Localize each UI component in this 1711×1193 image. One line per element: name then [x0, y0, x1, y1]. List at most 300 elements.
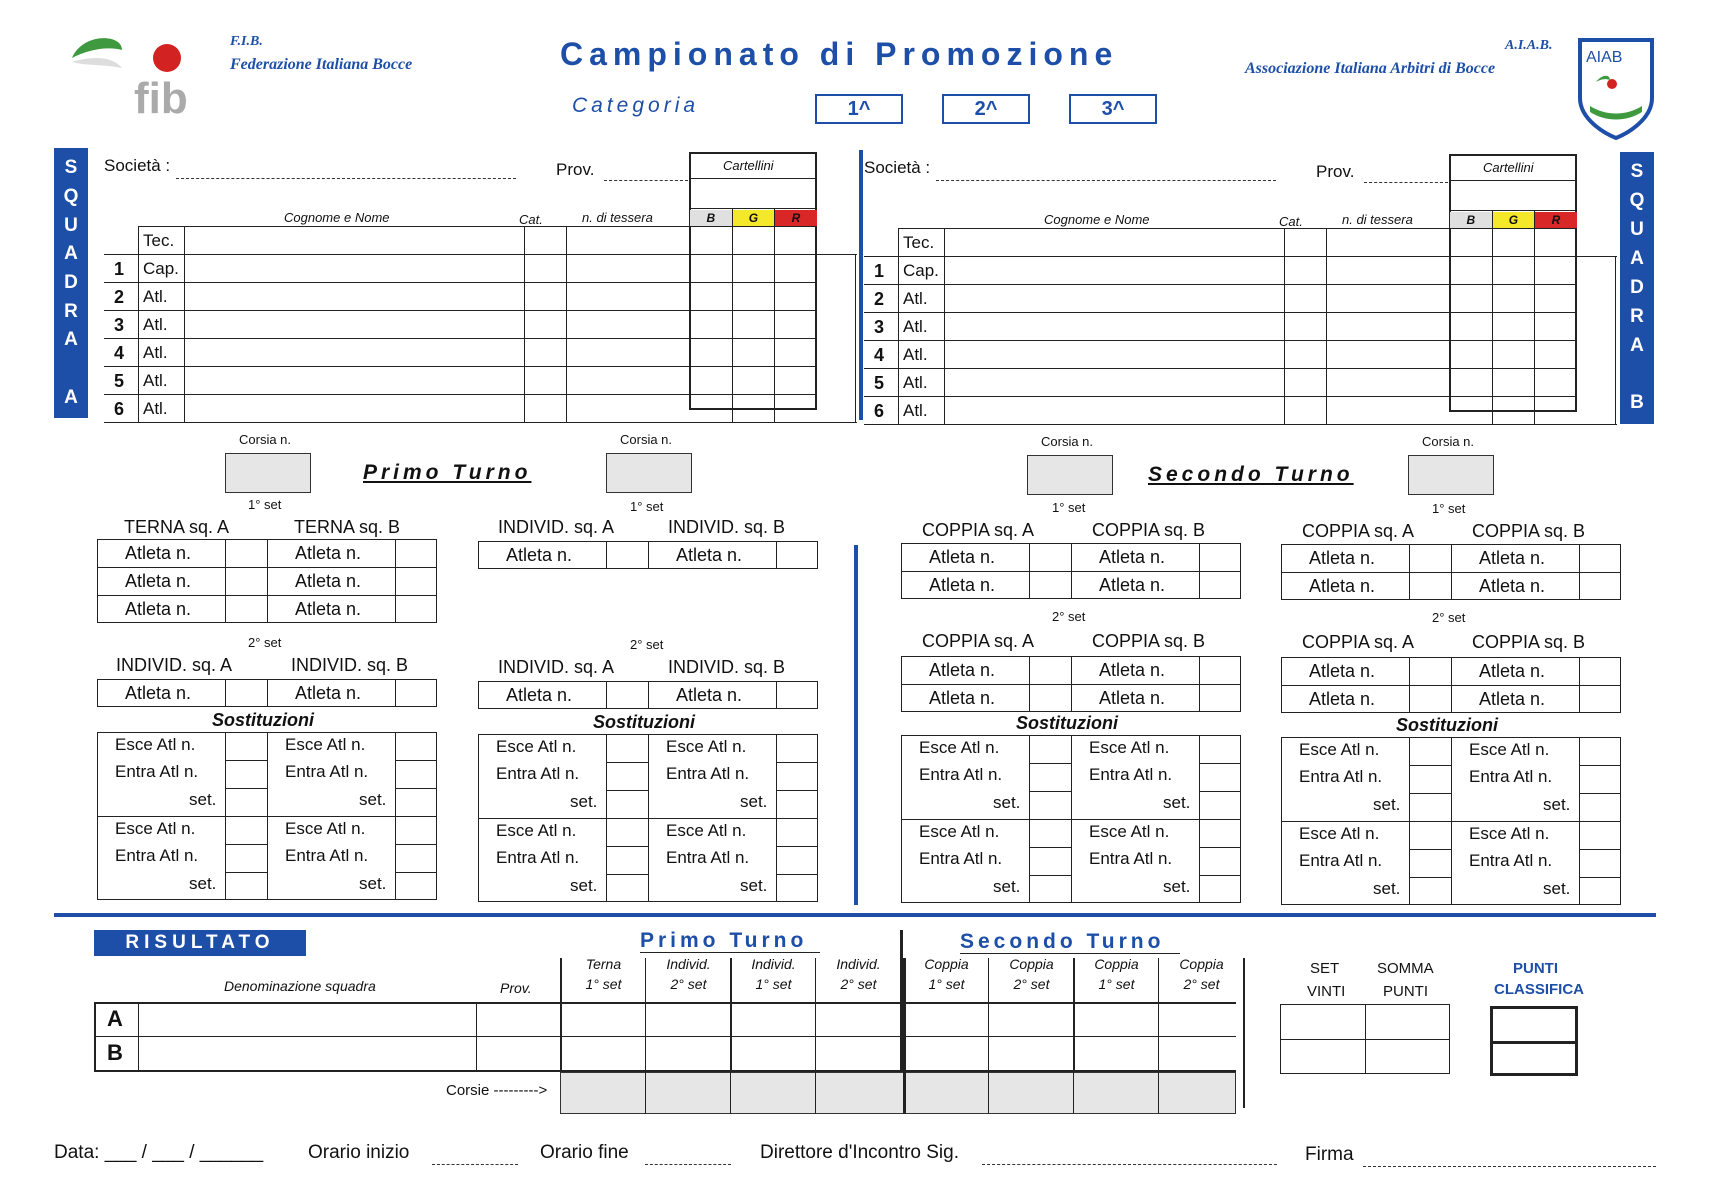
player-name-field[interactable] [946, 286, 1280, 310]
sost-field[interactable] [608, 848, 646, 872]
grid-line [1579, 849, 1621, 850]
card-row-line [689, 366, 817, 367]
sost-field[interactable] [1581, 739, 1619, 763]
athlete-number-field[interactable] [1201, 545, 1239, 569]
societa-field[interactable] [176, 178, 516, 179]
sostituzioni-label: Sostituzioni [593, 712, 695, 732]
sost-field[interactable] [1201, 849, 1239, 873]
row-line [104, 338, 689, 339]
sost-field[interactable] [1031, 877, 1069, 901]
corsie-row[interactable] [560, 1072, 1236, 1114]
esce-label: Esce Atl n. [285, 735, 366, 754]
sost-field[interactable] [1201, 821, 1239, 845]
sost-field[interactable] [1411, 795, 1449, 819]
player-name-field[interactable] [946, 370, 1280, 394]
corsia-label: Corsia n. [1041, 434, 1094, 449]
extra-col-line [855, 254, 856, 422]
corsia-label: Corsia n. [620, 432, 673, 447]
set-label: set. [1163, 877, 1191, 896]
athlete-number-field[interactable] [1031, 658, 1069, 682]
entra-label: Entra Atl n. [115, 846, 199, 865]
sost-col [1579, 737, 1580, 821]
team-a-header: COPPIA sq. A [1302, 521, 1415, 541]
athlete-label: Atleta n. [929, 547, 996, 567]
athlete-number-field[interactable] [778, 543, 816, 567]
esce-label: Esce Atl n. [666, 737, 747, 756]
player-name-field[interactable] [186, 312, 520, 336]
result-col-line [1073, 958, 1075, 1070]
sost-field[interactable] [397, 762, 435, 786]
squadra-b-letter [1634, 364, 1639, 386]
grid-line [395, 539, 396, 623]
direttore-field[interactable] [982, 1164, 1277, 1165]
set-label: 2° set [1052, 609, 1086, 624]
esce-label: Esce Atl n. [285, 819, 366, 838]
result-col-header: Coppia [1009, 956, 1054, 972]
sost-field[interactable] [227, 790, 265, 814]
orario-fine-field[interactable] [645, 1164, 731, 1165]
player-name-field[interactable] [186, 284, 520, 308]
set-label: 1° set [248, 497, 282, 512]
fib-name: Federazione Italiana Bocce [230, 56, 413, 73]
athlete-number-field[interactable] [1031, 545, 1069, 569]
sost-field[interactable] [227, 762, 265, 786]
squadra-b-letter: B [1630, 392, 1644, 414]
sost-field[interactable] [608, 764, 646, 788]
extra-col-line [1615, 256, 1616, 424]
set-label: set. [993, 793, 1021, 812]
sost-col [225, 816, 226, 900]
player-name-field[interactable] [946, 258, 1280, 282]
athlete-number-field[interactable] [778, 683, 816, 707]
athlete-number-field[interactable] [227, 681, 265, 705]
punti-header: PUNTI [1513, 960, 1558, 977]
sost-col [1199, 735, 1200, 819]
esce-label: Esce Atl n. [666, 821, 747, 840]
grid-line [1029, 791, 1071, 792]
row-line [864, 368, 1449, 369]
set-label: set. [189, 874, 217, 893]
team-b-header: INDIVID. sq. B [291, 655, 409, 675]
prov-field[interactable] [1364, 182, 1448, 183]
sost-field[interactable] [1031, 849, 1069, 873]
athlete-label: Atleta n. [506, 685, 573, 705]
player-role: Atl. [143, 315, 168, 334]
result-col-line [476, 1002, 477, 1070]
societa-label: Società : [864, 158, 931, 177]
sost-col [225, 732, 226, 816]
result-col-header: Individ. [836, 956, 881, 972]
set-label: set. [1373, 795, 1401, 814]
grid-line [776, 874, 818, 875]
row-line [864, 312, 1449, 313]
sost-field[interactable] [1031, 793, 1069, 817]
corsia-field[interactable] [1408, 455, 1494, 495]
sost-field[interactable] [608, 792, 646, 816]
esce-label: Esce Atl n. [919, 738, 1000, 757]
athlete-label: Atleta n. [929, 688, 996, 708]
card-col-line [1492, 210, 1493, 424]
grid-line [776, 541, 777, 569]
sost-field[interactable] [778, 876, 816, 900]
athlete-number-field[interactable] [227, 541, 265, 565]
fib-abbr: F.I.B. [230, 34, 263, 49]
esce-label: Esce Atl n. [115, 735, 196, 754]
athlete-label: Atleta n. [1099, 660, 1166, 680]
corsia-label: Corsia n. [1422, 434, 1475, 449]
sost-field[interactable] [778, 848, 816, 872]
grid-line [1579, 544, 1580, 600]
category-label: Categoria [572, 94, 700, 117]
team-a-header: TERNA sq. A [124, 517, 230, 537]
sost-field[interactable] [227, 818, 265, 842]
set-vinti-header: VINTI [1307, 983, 1346, 1000]
fib-logo [62, 28, 222, 120]
card-row-line [689, 282, 817, 283]
somma-punti-header: PUNTI [1383, 983, 1428, 1000]
esce-label: Esce Atl n. [1089, 738, 1170, 757]
sost-field[interactable] [1031, 737, 1069, 761]
athlete-number-field[interactable] [1201, 658, 1239, 682]
player-name-field[interactable] [186, 256, 520, 280]
card-row-line [689, 310, 817, 311]
societa-field[interactable] [936, 180, 1276, 181]
set-label: set. [1373, 879, 1401, 898]
squadra-b-letter: S [1630, 161, 1644, 183]
category-3-box[interactable]: 3^ [1069, 94, 1157, 124]
set-label: set. [359, 874, 387, 893]
sost-col [1409, 737, 1410, 821]
grid-line [1409, 765, 1451, 766]
result-col-set: 1° set [755, 976, 792, 992]
sost-field[interactable] [1201, 877, 1239, 901]
entra-label: Entra Atl n. [496, 764, 580, 783]
row-line [104, 394, 689, 395]
sost-col [1199, 819, 1200, 903]
sost-field[interactable] [227, 846, 265, 870]
sost-field[interactable] [778, 764, 816, 788]
corsie-col-line [1158, 1072, 1159, 1114]
athlete-number-field[interactable] [397, 569, 435, 593]
sost-field[interactable] [1031, 821, 1069, 845]
athlete-label: Atleta n. [1479, 661, 1546, 681]
sost-field[interactable] [1201, 765, 1239, 789]
athlete-label: Atleta n. [1099, 547, 1166, 567]
sost-field[interactable] [1581, 879, 1619, 903]
firma-field[interactable] [1363, 1166, 1656, 1167]
team-a-header: COPPIA sq. A [922, 631, 1035, 651]
sost-field[interactable] [1411, 739, 1449, 763]
result-col-set: 2° set [1183, 976, 1220, 992]
athlete-label: Atleta n. [125, 571, 192, 591]
corsia-field[interactable] [225, 453, 311, 493]
sost-field[interactable] [1411, 767, 1449, 791]
athlete-number-field[interactable] [397, 681, 435, 705]
card-col-line [1534, 210, 1535, 424]
grid-line [1199, 543, 1200, 599]
squadra-b-letter: A [1630, 248, 1644, 270]
card-row-line [1449, 368, 1577, 369]
athlete-number-field[interactable] [1031, 686, 1069, 710]
grid-line [776, 846, 818, 847]
player-name-field[interactable] [946, 342, 1280, 366]
player-number: 5 [114, 371, 125, 391]
entra-label: Entra Atl n. [1469, 851, 1553, 870]
punti-field[interactable] [1494, 1045, 1574, 1073]
player-role: Atl. [143, 343, 168, 362]
cartellini-panel [1449, 154, 1577, 412]
cartellini-divider [1449, 180, 1577, 181]
grid-line [1579, 877, 1621, 878]
grid-line [776, 790, 818, 791]
set-label: set. [740, 792, 768, 811]
card-row-line [1449, 228, 1577, 229]
grid-line [1579, 793, 1621, 794]
col-line [138, 226, 139, 422]
athlete-number-field[interactable] [1581, 659, 1619, 683]
grid-line [1029, 543, 1030, 599]
set-label: set. [740, 876, 768, 895]
col-line [898, 228, 899, 424]
player-name-field[interactable] [946, 398, 1280, 422]
corsie-label: Corsie ---------> [446, 1082, 548, 1099]
grid-line [1409, 849, 1451, 850]
athlete-number-field[interactable] [397, 541, 435, 565]
sost-field[interactable] [778, 820, 816, 844]
result-col-header: Individ. [666, 956, 711, 972]
grid-line [776, 681, 777, 709]
athlete-number-field[interactable] [1411, 574, 1449, 598]
squadra-b-letter: A [1630, 334, 1644, 356]
punti-field[interactable] [1494, 1010, 1574, 1038]
sost-field[interactable] [1581, 795, 1619, 819]
athlete-label: Atleta n. [125, 599, 192, 619]
grid-line [606, 541, 607, 569]
sost-field[interactable] [397, 734, 435, 758]
date-field: Data: ___ / ___ / ______ [54, 1142, 264, 1163]
result-col-line [815, 958, 816, 1070]
result-secondo-title: Secondo Turno [960, 930, 1165, 953]
athlete-label: Atleta n. [1309, 689, 1376, 709]
squadra-b-bar [1620, 152, 1654, 424]
sost-field[interactable] [778, 792, 816, 816]
set-label: set. [1543, 879, 1571, 898]
card-row-line [689, 226, 817, 227]
sost-field[interactable] [608, 876, 646, 900]
grid-line [1199, 847, 1241, 848]
esce-label: Esce Atl n. [1299, 740, 1380, 759]
points-field[interactable] [1367, 1006, 1447, 1037]
athlete-number-field[interactable] [1581, 546, 1619, 570]
grid-line [606, 874, 648, 875]
orario-fine-label: Orario fine [540, 1142, 629, 1163]
svg-text:fib: fib [134, 74, 188, 120]
athlete-label: Atleta n. [125, 543, 192, 563]
squadra-b-letter: R [1630, 305, 1644, 327]
sost-field[interactable] [397, 846, 435, 870]
card-row-line [689, 338, 817, 339]
sost-field[interactable] [1201, 737, 1239, 761]
category-1-box[interactable]: 1^ [815, 94, 903, 124]
team-b-header: COPPIA sq. B [1472, 521, 1586, 541]
esce-label: Esce Atl n. [1469, 740, 1550, 759]
sost-field[interactable] [227, 734, 265, 758]
grid-line [1490, 1041, 1578, 1044]
squadra-a-letter: A [64, 243, 78, 265]
grid-line [225, 760, 267, 761]
result-col-line [1158, 958, 1159, 1070]
prov-header: Prov. [500, 980, 532, 996]
primo-turno-title: Primo Turno [363, 461, 532, 484]
set-label: set. [359, 790, 387, 809]
player-role: Atl. [903, 401, 928, 420]
player-number: 4 [114, 343, 125, 363]
corsia-field[interactable] [1027, 455, 1113, 495]
corsia-field[interactable] [606, 453, 692, 493]
grid-line [225, 539, 226, 623]
sost-field[interactable] [1581, 767, 1619, 791]
points-field[interactable] [1282, 1041, 1362, 1072]
athlete-number-field[interactable] [1031, 573, 1069, 597]
squadra-a-letter: D [64, 271, 78, 293]
athlete-number-field[interactable] [1581, 687, 1619, 711]
sost-divider [1451, 737, 1452, 905]
player-number: 3 [874, 317, 885, 337]
grid-line [1029, 875, 1071, 876]
center-divider [859, 150, 863, 420]
turn-divider [854, 545, 858, 905]
result-col-line [988, 958, 989, 1070]
athlete-number-field[interactable] [1411, 546, 1449, 570]
player-number: 3 [114, 315, 125, 335]
sost-col [1029, 819, 1030, 903]
athlete-number-field[interactable] [1201, 686, 1239, 710]
orario-inizio-label: Orario inizio [308, 1142, 410, 1163]
athlete-label: Atleta n. [295, 683, 362, 703]
orario-inizio-field[interactable] [432, 1164, 518, 1165]
card-row-line [1449, 396, 1577, 397]
points-field[interactable] [1282, 1006, 1362, 1037]
category-2-box[interactable]: 2^ [942, 94, 1030, 124]
squadra-a-bar [54, 148, 88, 418]
athlete-label: Atleta n. [1309, 576, 1376, 596]
squadra-a-letter: Q [63, 185, 79, 207]
sost-field[interactable] [1031, 765, 1069, 789]
player-role: Atl. [143, 371, 168, 390]
sost-col [1029, 735, 1030, 819]
sost-field[interactable] [1581, 851, 1619, 875]
result-col-set: 1° set [1098, 976, 1135, 992]
grid-line [1579, 657, 1580, 713]
sost-col [606, 734, 607, 818]
cartellini-divider [1449, 210, 1577, 211]
grid-line [1071, 543, 1072, 599]
team-b-header: TERNA sq. B [294, 517, 401, 537]
athlete-number-field[interactable] [227, 569, 265, 593]
player-role: Cap. [903, 261, 939, 280]
player-role: Atl. [903, 373, 928, 392]
col-line [566, 226, 567, 422]
player-name-field[interactable] [186, 396, 520, 420]
sost-field[interactable] [1201, 793, 1239, 817]
sost-field[interactable] [1581, 823, 1619, 847]
societa-label: Società : [104, 156, 171, 175]
extra-col-line [1577, 424, 1617, 425]
grid-line [395, 760, 437, 761]
sost-field[interactable] [227, 874, 265, 898]
prov-label: Prov. [556, 160, 595, 179]
prov-field[interactable] [604, 180, 688, 181]
result-row-line [94, 1036, 1236, 1037]
sost-field[interactable] [778, 736, 816, 760]
squadra-a-letter: U [64, 214, 78, 236]
set-label: set. [570, 876, 598, 895]
athlete-number-field[interactable] [1581, 574, 1619, 598]
grid-line [1409, 544, 1410, 600]
sost-col [1579, 821, 1580, 905]
player-number: 2 [874, 289, 885, 309]
team-name-field[interactable] [140, 1038, 474, 1068]
grid-line [267, 679, 268, 707]
secondo-turno-title: Secondo Turno [1148, 463, 1354, 486]
corsie-col-line [815, 1072, 816, 1114]
team-a-header: INDIVID. sq. A [498, 517, 615, 537]
grid-line [225, 788, 267, 789]
sost-field[interactable] [608, 736, 646, 760]
athlete-label: Atleta n. [1479, 689, 1546, 709]
player-name-field[interactable] [186, 340, 520, 364]
grid-line [648, 541, 649, 569]
team-a-header: INDIVID. sq. A [116, 655, 233, 675]
player-name-field[interactable] [946, 314, 1280, 338]
extra-col-line [817, 254, 857, 255]
athlete-number-field[interactable] [608, 683, 646, 707]
sost-field[interactable] [1411, 851, 1449, 875]
athlete-number-field[interactable] [227, 597, 265, 621]
player-name-field[interactable] [186, 368, 520, 392]
set-label: 1° set [1432, 501, 1466, 516]
athlete-number-field[interactable] [397, 597, 435, 621]
col-line [524, 226, 525, 422]
svg-text:AIAB: AIAB [1586, 49, 1623, 66]
points-field[interactable] [1367, 1041, 1447, 1072]
col-line [1284, 228, 1285, 424]
grid-line [1451, 657, 1452, 713]
sost-field[interactable] [1411, 823, 1449, 847]
sost-field[interactable] [608, 820, 646, 844]
team-b-header: COPPIA sq. B [1092, 520, 1206, 540]
athlete-number-field[interactable] [1411, 659, 1449, 683]
sost-field[interactable] [397, 874, 435, 898]
sost-field[interactable] [397, 790, 435, 814]
athlete-number-field[interactable] [1201, 573, 1239, 597]
set-label: 1° set [1052, 500, 1086, 515]
esce-label: Esce Atl n. [1089, 822, 1170, 841]
card-row-line [1449, 256, 1577, 257]
team-name-field[interactable] [140, 1004, 474, 1034]
primo-underline [640, 952, 820, 953]
player-number: 4 [874, 345, 885, 365]
athlete-number-field[interactable] [1411, 687, 1449, 711]
esce-label: Esce Atl n. [115, 819, 196, 838]
esce-label: Esce Atl n. [496, 737, 577, 756]
player-role: Atl. [903, 289, 928, 308]
grid-line [1029, 847, 1071, 848]
sost-field[interactable] [1411, 879, 1449, 903]
athlete-number-field[interactable] [608, 543, 646, 567]
sost-divider [267, 732, 268, 900]
sost-field[interactable] [397, 818, 435, 842]
